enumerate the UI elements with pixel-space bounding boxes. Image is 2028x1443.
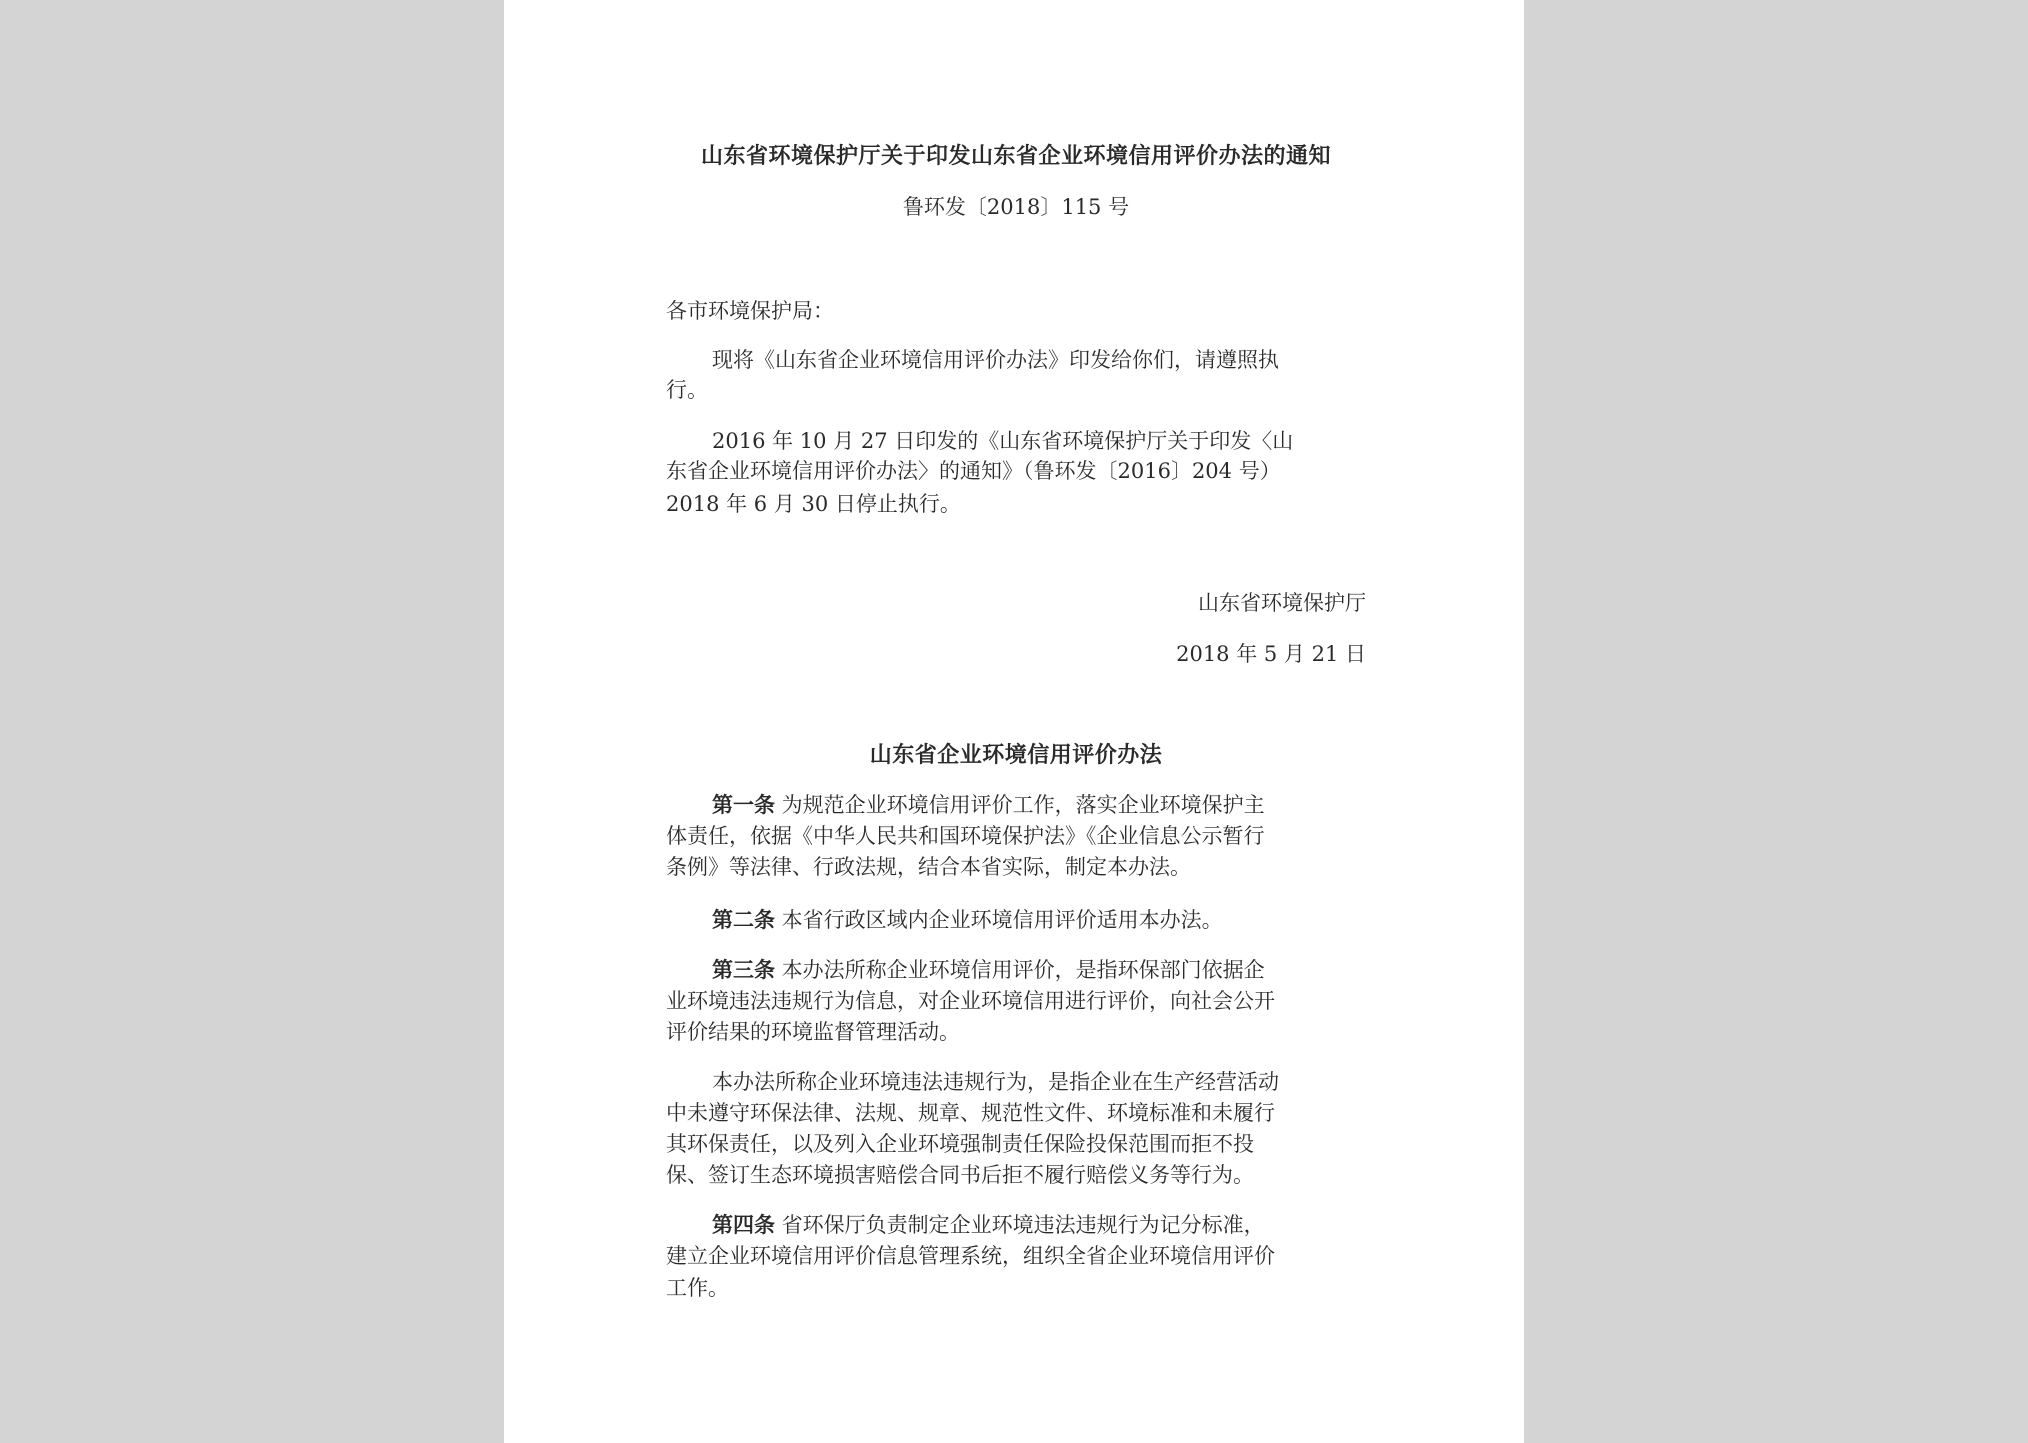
signature: 山东省环境保护厅 [1198,591,1366,615]
article-3-paragraph-2-line-1: 本办法所称企业环境违法违规行为，是指企业在生产经营活动 [712,1070,1279,1094]
article-2-line-1: 第二条 本省行政区域内企业环境信用评价适用本办法。 [712,907,1223,932]
notice-paragraph-2-line-2: 东省企业环境信用评价办法〉的通知》（鲁环发〔2016〕204 号） [666,459,1281,483]
article-4-label: 第四条 [712,1212,775,1237]
document-page [504,0,1524,1443]
measures-title: 山东省企业环境信用评价办法 [869,742,1163,768]
document-number: 鲁环发〔2018〕115 号 [902,195,1130,219]
notice-paragraph-2-line-3: 2018 年 6 月 30 日停止执行。 [666,492,961,516]
notice-title: 山东省环境保护厅关于印发山东省企业环境信用评价办法的通知 [700,143,1331,169]
article-4-line-1: 第四条 省环保厅负责制定企业环境违法违规行为记分标准， [712,1212,1265,1237]
article-1-line-2: 体责任，依据《中华人民共和国环境保护法》《企业信息公示暂行 [666,824,1265,848]
article-1-line-1: 第一条 为规范企业环境信用评价工作，落实企业环境保护主 [712,792,1265,817]
article-3-label: 第三条 [712,957,775,982]
article-3-line-2: 业环境违法违规行为信息，对企业环境信用进行评价，向社会公开 [666,989,1275,1013]
article-3-paragraph-2-line-2: 中未遵守环保法律、法规、规章、规范性文件、环境标准和未履行 [666,1101,1275,1125]
article-1-line-3: 条例》等法律、行政法规，结合本省实际，制定本办法。 [666,855,1191,879]
notice-paragraph-2-line-1: 2016 年 10 月 27 日印发的《山东省环境保护厅关于印发〈山 [712,429,1294,453]
article-4-line-3: 工作。 [666,1276,729,1300]
article-3-paragraph-2-line-3: 其环保责任，以及列入企业环境强制责任保险投保范围而拒不投 [666,1132,1254,1156]
notice-paragraph-1-line-1: 现将《山东省企业环境信用评价办法》印发给你们，请遵照执 [712,348,1279,372]
signature-date: 2018 年 5 月 21 日 [1176,642,1366,666]
article-2-label: 第二条 [712,907,775,932]
notice-paragraph-1-line-2: 行。 [666,378,708,402]
salutation: 各市环境保护局： [666,299,834,323]
article-3-line-1: 第三条 本办法所称企业环境信用评价，是指环保部门依据企 [712,957,1265,982]
article-4-line-2: 建立企业环境信用评价信息管理系统，组织全省企业环境信用评价 [666,1244,1275,1268]
article-3-paragraph-2-line-4: 保、签订生态环境损害赔偿合同书后拒不履行赔偿义务等行为。 [666,1163,1254,1187]
article-1-label: 第一条 [712,792,775,817]
article-3-line-3: 评价结果的环境监督管理活动。 [666,1020,960,1044]
